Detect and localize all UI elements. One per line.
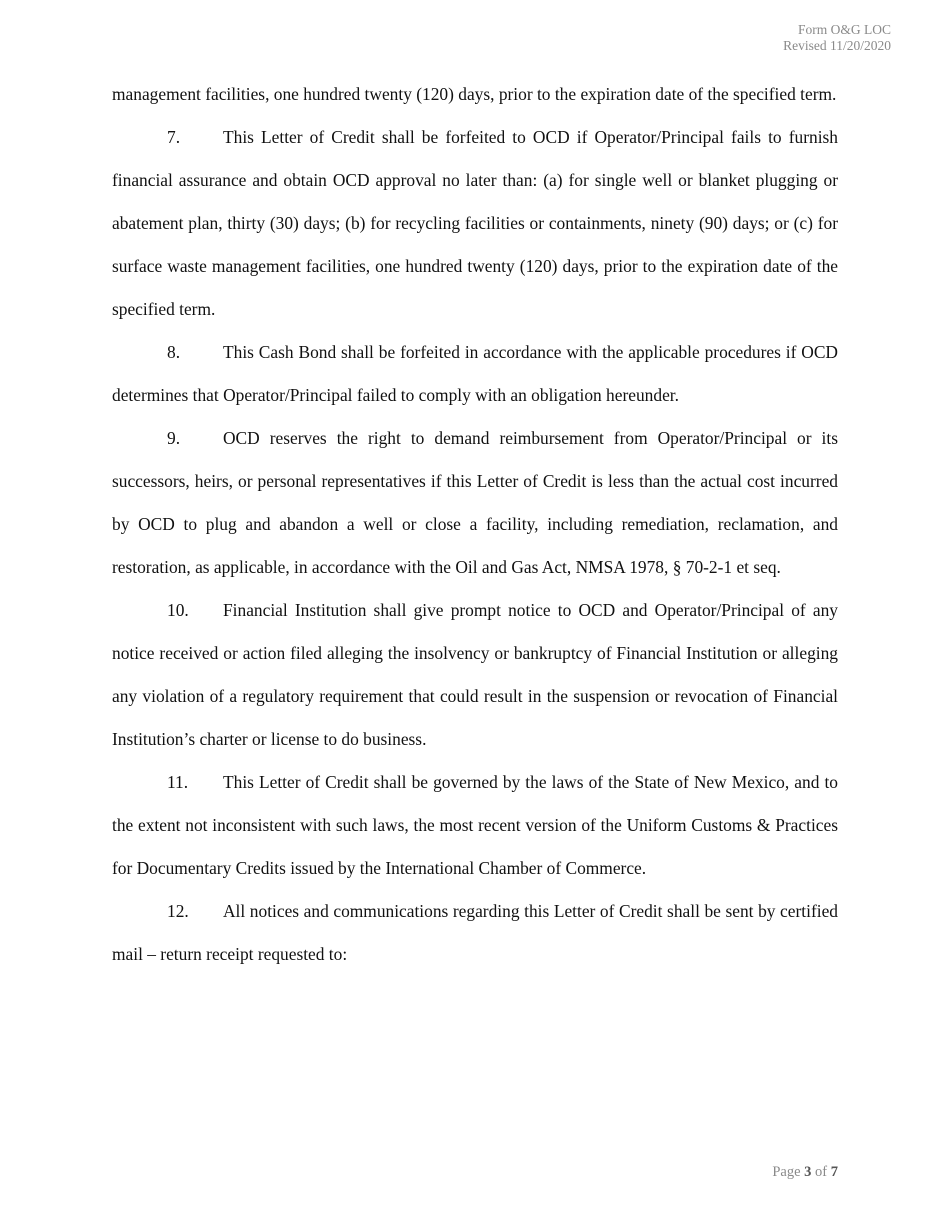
paragraph-text: Financial Institution shall give prompt notice to OCD and Operator/Principal of any notice received or action filed alleging the insolvency or bankruptcy of Financial Institution or alleging any violation of a regulatory requirement that could result in the suspension or revocation of Financial Institution’s charter or license to do business.	[112, 600, 838, 749]
paragraph-number: 11.	[167, 772, 189, 792]
paragraph-12	[112, 890, 838, 976]
total-pages: 7	[830, 1164, 838, 1180]
paragraph-9	[112, 417, 838, 589]
paragraph-10	[112, 589, 838, 761]
paragraph-number: 7.	[167, 127, 181, 147]
paragraph-number: 10.	[167, 600, 189, 620]
page-header	[783, 22, 891, 54]
paragraph-text: management facilities, one hundred twenty (120) days, prior to the expiration date of the specified term.	[112, 84, 837, 104]
paragraph-number: 8.	[167, 342, 181, 362]
paragraph-text: OCD reserves the right to demand reimbursement from Operator/Principal or its successors, heirs, or personal representatives if this Letter of Credit is less than the actual cost incurred by OCD to plug and abandon a well or close a facility, including remediation, reclamation, and restoration, as applicable, in accordance with the Oil and Gas Act, NMSA 1978, § 70-2-1 et seq.	[112, 428, 838, 577]
current-page: 3	[804, 1164, 812, 1180]
paragraph-7	[112, 116, 838, 331]
paragraph-continuation	[112, 73, 838, 116]
form-id: Form O&G LOC	[797, 22, 891, 37]
paragraph-number: 12.	[167, 901, 189, 921]
paragraph-text: All notices and communications regarding this Letter of Credit shall be sent by certified mail – return receipt requested to:	[112, 901, 838, 964]
page-footer	[772, 1164, 838, 1181]
paragraph-text: This Letter of Credit shall be forfeited to OCD if Operator/Principal fails to furnish financial assurance and obtain OCD approval no later than: (a) for single well or blanket plugging or abatement plan, thirty (30) days; (b) for recycling facilities or containments, ninety (90) days; or (c) for surface waste management facilities, one hundred twenty (120) days, prior to the expiration date of the specified term.	[112, 127, 838, 319]
of-word: of	[815, 1164, 828, 1180]
revision-date: Revised 11/20/2020	[783, 38, 891, 53]
paragraph-8	[112, 331, 838, 417]
document-body	[112, 73, 838, 976]
paragraph-text: This Letter of Credit shall be governed by the laws of the State of New Mexico, and to the extent not inconsistent with such laws, the most recent version of the Uniform Customs & Practices for Documentary Credits issued by the International Chamber of Commerce.	[112, 772, 838, 878]
paragraph-11	[112, 761, 838, 890]
paragraph-text: This Cash Bond shall be forfeited in accordance with the applicable procedures if OCD determines that Operator/Principal failed to comply with an obligation hereunder.	[112, 342, 838, 405]
paragraph-number: 9.	[167, 428, 181, 448]
page-word: Page	[772, 1164, 801, 1180]
